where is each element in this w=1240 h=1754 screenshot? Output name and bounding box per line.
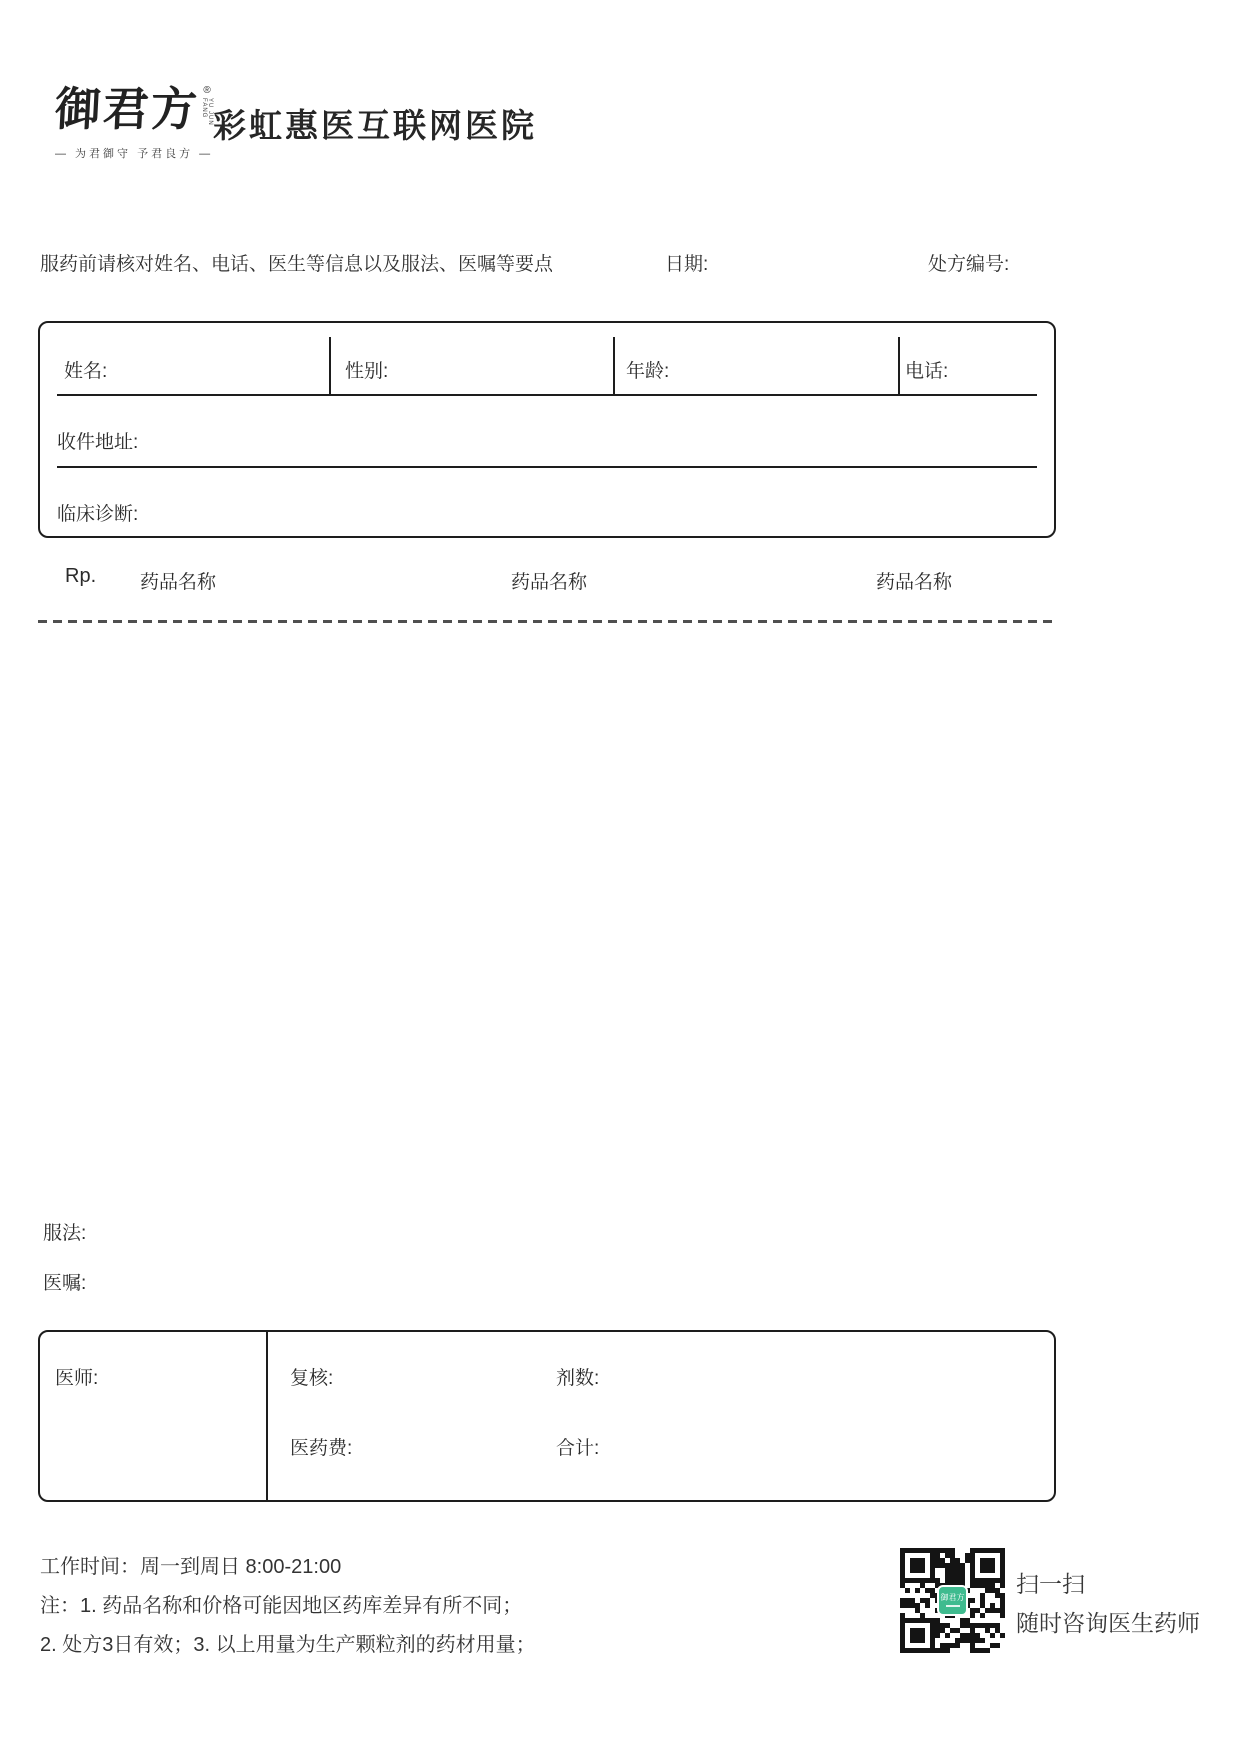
- doses-label: 剂数:: [556, 1368, 600, 1389]
- qr-module: [945, 1648, 950, 1653]
- patient-info-box: [38, 321, 1056, 538]
- qr-module: [975, 1648, 980, 1653]
- brand-logo-side: [201, 86, 213, 138]
- column-divider: [266, 1332, 268, 1500]
- qr-module: [960, 1623, 965, 1628]
- qr-module: [970, 1623, 975, 1628]
- qr-module: [960, 1638, 965, 1643]
- qr-module: [935, 1558, 940, 1563]
- qr-module: [985, 1608, 990, 1613]
- drug-name-column-header: 药品名称: [511, 572, 588, 593]
- qr-module: [925, 1598, 930, 1603]
- qr-module: [940, 1548, 945, 1553]
- signoff-box: [38, 1330, 1056, 1502]
- qr-module: [915, 1588, 920, 1593]
- qr-module: [935, 1563, 940, 1568]
- qr-module: [975, 1623, 980, 1628]
- qr-module: [990, 1583, 995, 1588]
- brand-logo-main: [53, 82, 213, 138]
- qr-module: [985, 1628, 990, 1633]
- qr-module: [915, 1603, 920, 1608]
- qr-module: [980, 1593, 985, 1598]
- qr-module: [960, 1578, 965, 1583]
- qr-module: [960, 1563, 965, 1568]
- qr-module: [960, 1573, 965, 1578]
- note-line-2: 2. 处方3日有效；3. 以上用量为生产颗粒剂的药材用量；: [40, 1634, 536, 1656]
- gender-label: 性别:: [345, 361, 389, 382]
- qr-module: [955, 1628, 960, 1633]
- qr-module: [920, 1583, 925, 1588]
- qr-module: [945, 1568, 950, 1573]
- qr-module: [940, 1643, 945, 1648]
- brand-logo-romanized: YU JUN FANG: [201, 98, 213, 126]
- qr-module: [1000, 1613, 1005, 1618]
- qr-module: [965, 1618, 970, 1623]
- qr-module: [950, 1558, 955, 1563]
- qr-module: [935, 1633, 940, 1638]
- qr-module: [935, 1553, 940, 1558]
- qr-module: [970, 1633, 975, 1638]
- qr-module: [950, 1548, 955, 1553]
- qr-module: [990, 1643, 995, 1648]
- qr-module: [980, 1603, 985, 1608]
- qr-module: [985, 1588, 990, 1593]
- qr-module: [965, 1623, 970, 1628]
- qr-module: [900, 1603, 905, 1608]
- qr-module: [965, 1638, 970, 1643]
- qr-module: [990, 1623, 995, 1628]
- qr-module: [970, 1598, 975, 1603]
- name-label: 姓名:: [64, 361, 108, 382]
- prescription-number-label: 处方编号:: [928, 254, 1010, 275]
- qr-center-logo-bar: [946, 1605, 960, 1607]
- qr-module: [925, 1603, 930, 1608]
- qr-finder-icon: [900, 1548, 935, 1583]
- qr-module: [945, 1573, 950, 1578]
- qr-module: [930, 1593, 935, 1598]
- qr-module: [940, 1628, 945, 1633]
- row-divider: [57, 394, 1037, 396]
- hospital-name: 彩虹惠医互联网医院: [213, 107, 537, 144]
- qr-module: [925, 1588, 930, 1593]
- column-divider: [898, 337, 900, 394]
- review-label: 复核:: [290, 1368, 334, 1389]
- qr-module: [945, 1578, 950, 1583]
- rp-label: Rp.: [65, 565, 97, 587]
- medical-fee-label: 医药费:: [290, 1438, 353, 1459]
- phone-label: 电话:: [905, 361, 949, 382]
- qr-module: [955, 1573, 960, 1578]
- column-divider: [613, 337, 615, 394]
- qr-module: [980, 1613, 985, 1618]
- qr-module: [945, 1563, 950, 1568]
- qr-module: [915, 1608, 920, 1613]
- qr-module: [1000, 1608, 1005, 1613]
- qr-module: [945, 1553, 950, 1558]
- qr-module: [970, 1638, 975, 1643]
- qr-module: [1000, 1598, 1005, 1603]
- qr-module: [905, 1598, 910, 1603]
- work-hours: 工作时间：周一到周日 8:00-21:00: [40, 1556, 342, 1578]
- qr-module: [980, 1638, 985, 1643]
- qr-module: [910, 1598, 915, 1603]
- qr-finder-icon: [970, 1548, 1005, 1583]
- qr-module: [905, 1603, 910, 1608]
- qr-module: [920, 1598, 925, 1603]
- qr-module: [995, 1593, 1000, 1598]
- qr-module: [900, 1583, 905, 1588]
- qr-module: [980, 1623, 985, 1628]
- qr-module: [940, 1648, 945, 1653]
- verification-notice: 服药前请核对姓名、电话、医生等信息以及服法、医嘱等要点: [40, 254, 554, 275]
- drug-name-column-header: 药品名称: [140, 572, 217, 593]
- brand-logo: [53, 82, 214, 161]
- brand-logo-text: 御君方: [53, 82, 201, 136]
- qr-module: [945, 1633, 950, 1638]
- qr-module: [955, 1563, 960, 1568]
- dashed-separator: [38, 620, 1056, 623]
- usage-instructions-label: 服法:: [43, 1223, 87, 1244]
- qr-module: [950, 1573, 955, 1578]
- date-label: 日期:: [665, 254, 709, 275]
- qr-module: [1000, 1593, 1005, 1598]
- qr-module: [945, 1623, 950, 1628]
- qr-module: [970, 1613, 975, 1618]
- registered-mark-icon: ®: [203, 85, 211, 96]
- physician-label: 医师:: [55, 1368, 99, 1389]
- qr-module: [950, 1563, 955, 1568]
- qr-module: [980, 1598, 985, 1603]
- qr-module: [940, 1558, 945, 1563]
- qr-module: [985, 1648, 990, 1653]
- shipping-address-label: 收件地址:: [57, 432, 139, 453]
- qr-module: [1000, 1633, 1005, 1638]
- qr-module: [990, 1588, 995, 1593]
- qr-module: [995, 1643, 1000, 1648]
- qr-module: [970, 1608, 975, 1613]
- qr-module: [985, 1583, 990, 1588]
- scan-description: 随时咨询医生药师: [1016, 1610, 1200, 1636]
- qr-module: [1000, 1583, 1005, 1588]
- qr-center-logo: [937, 1585, 968, 1616]
- qr-module: [995, 1608, 1000, 1613]
- brand-tagline: — 为君御守 予君良方 —: [55, 148, 214, 160]
- qr-module: [935, 1618, 940, 1623]
- qr-module: [950, 1553, 955, 1558]
- qr-module: [970, 1643, 975, 1648]
- qr-module: [975, 1608, 980, 1613]
- qr-module: [955, 1643, 960, 1648]
- qr-module: [960, 1618, 965, 1623]
- qr-module: [935, 1648, 940, 1653]
- qr-module: [995, 1628, 1000, 1633]
- qr-module: [940, 1623, 945, 1628]
- row-divider: [57, 466, 1037, 468]
- qr-module: [955, 1558, 960, 1563]
- qr-module: [945, 1548, 950, 1553]
- qr-module: [995, 1623, 1000, 1628]
- qr-module: [950, 1628, 955, 1633]
- qr-module: [955, 1638, 960, 1643]
- qr-module: [950, 1568, 955, 1573]
- qr-center-logo-text: 御君方: [940, 1593, 965, 1603]
- qr-module: [900, 1598, 905, 1603]
- column-divider: [329, 337, 331, 394]
- qr-module: [935, 1623, 940, 1628]
- qr-module: [940, 1563, 945, 1568]
- age-label: 年龄:: [626, 361, 670, 382]
- qr-module: [995, 1588, 1000, 1593]
- qr-module: [950, 1643, 955, 1648]
- qr-code: [900, 1548, 1005, 1653]
- qr-module: [945, 1643, 950, 1648]
- scan-label: 扫一扫: [1016, 1571, 1085, 1597]
- drug-name-column-header: 药品名称: [876, 572, 953, 593]
- qr-module: [910, 1603, 915, 1608]
- qr-module: [955, 1578, 960, 1583]
- qr-module: [990, 1608, 995, 1613]
- qr-module: [980, 1648, 985, 1653]
- qr-module: [980, 1583, 985, 1588]
- qr-module: [970, 1628, 975, 1633]
- doctor-advice-label: 医嘱:: [43, 1273, 87, 1294]
- qr-module: [975, 1583, 980, 1588]
- qr-module: [950, 1578, 955, 1583]
- qr-module: [975, 1633, 980, 1638]
- qr-module: [1000, 1603, 1005, 1608]
- qr-module: [905, 1588, 910, 1593]
- qr-module: [960, 1568, 965, 1573]
- qr-module: [990, 1603, 995, 1608]
- qr-module: [935, 1578, 940, 1583]
- total-label: 合计:: [556, 1438, 600, 1459]
- qr-module: [935, 1628, 940, 1633]
- clinical-diagnosis-label: 临床诊断:: [57, 504, 139, 525]
- note-line-1: 注：1. 药品名称和价格可能因地区药库差异有所不同；: [40, 1595, 523, 1617]
- qr-module: [985, 1623, 990, 1628]
- qr-module: [955, 1568, 960, 1573]
- qr-finder-icon: [900, 1618, 935, 1653]
- qr-module: [930, 1588, 935, 1593]
- qr-module: [970, 1648, 975, 1653]
- qr-module: [975, 1638, 980, 1643]
- qr-module: [965, 1633, 970, 1638]
- qr-module: [935, 1548, 940, 1553]
- qr-module: [990, 1633, 995, 1638]
- qr-module: [970, 1583, 975, 1588]
- qr-module: [960, 1633, 965, 1638]
